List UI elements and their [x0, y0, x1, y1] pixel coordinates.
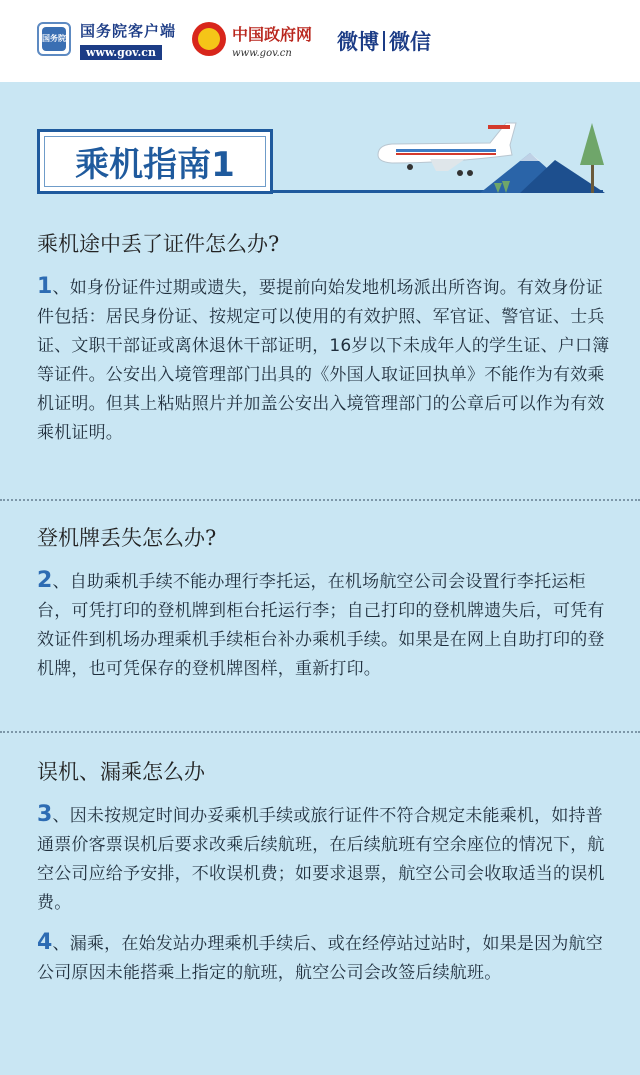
header-bar — [0, 0, 640, 82]
answer-paragraph — [37, 928, 617, 988]
gov-app-url: www.gov.cn — [80, 45, 162, 60]
answer-text: 、如身份证件过期或遗失，要提前向始发地机场派出所咨询。有效身份证件包括：居民身份证、按规定可以使用的有效护照、军官证、警官证、士兵证、文职干部证或离休退休干部证明，16岁以下未成年人的学生证、户口簿等证件。公安出入境管理部门出具的《外国人取证回执单》不能作为有效乘机证明。但其上粘贴照片并加盖公安出入境管理部门的公章后可以作为有效乘机证明。 — [37, 278, 610, 443]
section-missed-flight — [37, 756, 617, 988]
gov-app-logo — [37, 22, 71, 56]
gov-app-name: 国务院客户端 — [80, 22, 177, 40]
section-question: 乘机途中丢了证件怎么办? — [37, 232, 280, 256]
section-lost-id — [37, 228, 617, 448]
answer-text: 、漏乘，在始发站办理乘机手续后、或在经停站过站时，如果是因为航空公司原因未能搭乘上指定的航班，航空公司会改签后续航班。 — [37, 934, 603, 983]
answer-paragraph — [37, 566, 617, 684]
page-title-box — [37, 129, 273, 194]
answer-paragraph — [37, 800, 617, 918]
gov-app-logo-badge: 国务院 — [42, 27, 66, 51]
airplane-mountain-illustration — [370, 115, 610, 195]
item-number: 4 — [37, 930, 53, 955]
gov-site-brand — [232, 22, 312, 59]
tree-icon — [580, 123, 604, 165]
gov-site-name: 中国政府网 — [232, 25, 313, 44]
section-question: 登机牌丢失怎么办? — [37, 526, 217, 550]
item-number: 1 — [37, 274, 53, 299]
national-emblem-icon — [192, 22, 226, 56]
item-number: 2 — [37, 568, 53, 593]
page-title: 乘机指南1 — [44, 136, 266, 187]
section-divider — [0, 731, 640, 733]
item-number: 3 — [37, 802, 53, 827]
answer-paragraph — [37, 272, 617, 448]
section-lost-boarding-pass — [37, 522, 617, 684]
social-divider — [383, 31, 385, 51]
section-question: 误机、漏乘怎么办 — [37, 760, 205, 784]
section-divider — [0, 499, 640, 501]
social-links — [337, 26, 431, 56]
airplane-icon — [378, 123, 516, 176]
wechat-label[interactable]: 微信 — [389, 30, 431, 54]
answer-text: 、因未按规定时间办妥乘机手续或旅行证件不符合规定未能乘机，如持普通票价客票误机后要求改乘后续航班，在后续航班有空余座位的情况下，航空公司应给予安排，不收误机费；如要求退票，航空公司会收取适当的误机费。 — [37, 806, 605, 913]
gov-site-url: www.gov.cn — [232, 48, 292, 59]
gov-app-brand — [80, 20, 176, 60]
answer-text: 、自助乘机手续不能办理行李托运，在机场航空公司会设置行李托运柜台，可凭打印的登机牌到柜台托运行李；自己打印的登机牌遗失后，可凭有效证件到机场办理乘机手续柜台补办乘机手续。如果是在网上自助打印的登机牌，也可凭保存的登机牌图样，重新打印。 — [37, 572, 605, 679]
weibo-label[interactable]: 微博 — [337, 30, 379, 54]
